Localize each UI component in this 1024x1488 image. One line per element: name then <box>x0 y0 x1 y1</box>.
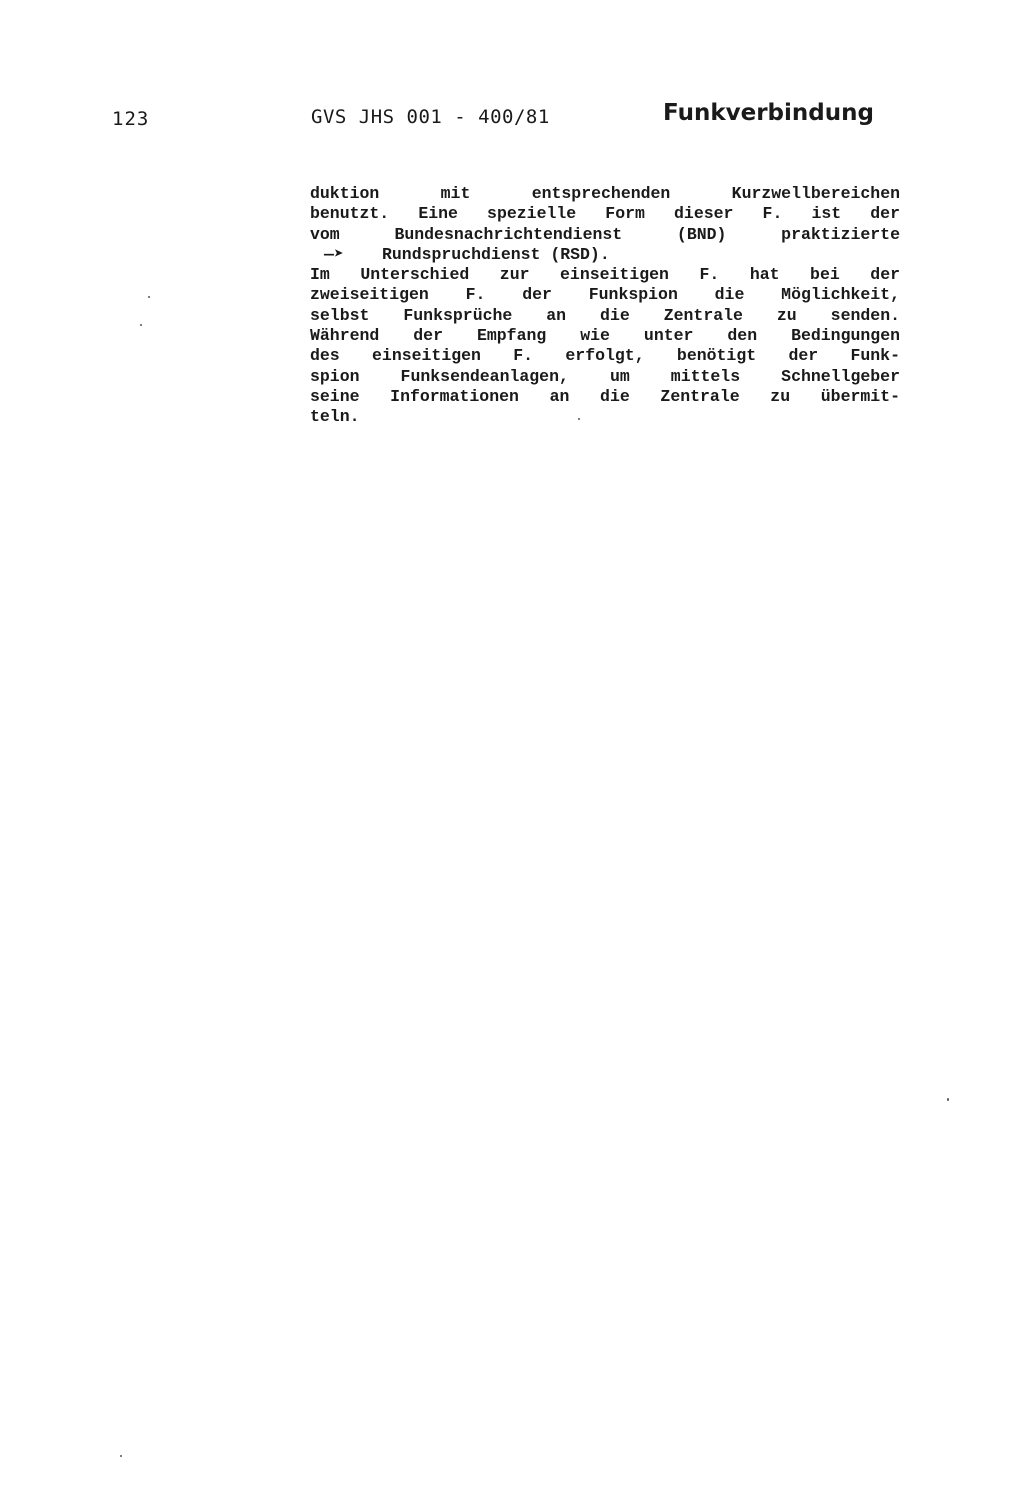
text-line: spion Funksendeanlagen, um mittels Schnellgeber <box>310 366 900 386</box>
text-line: teln. <box>310 407 360 427</box>
cross-reference-arrow-icon: —➤ <box>324 244 344 264</box>
scan-speck <box>148 296 150 298</box>
scan-speck <box>578 418 580 420</box>
text-line: Während der Empfang wie unter den Bedingungen <box>310 326 900 346</box>
text-line: benutzt. Eine spezielle Form dieser F. ist der <box>310 204 900 224</box>
text-line: duktion mit entsprechenden Kurzwellbereichen <box>310 184 900 203</box>
text-line: zweiseitigen F. der Funkspion die Möglichkeit, <box>310 285 900 305</box>
entry-keyword: Funkverbindung <box>663 100 874 126</box>
text-line: selbst Funksprüche an die Zentrale zu senden. <box>310 305 900 325</box>
text-line: seine Informationen an die Zentrale zu übermit- <box>310 386 900 406</box>
scan-speck <box>140 324 142 326</box>
entry-body-text <box>310 184 900 428</box>
text-line: Im Unterschied zur einseitigen F. hat bei der <box>310 265 900 285</box>
document-id: GVS JHS 001 - 400/81 <box>311 106 550 128</box>
scan-speck <box>947 1098 949 1101</box>
text-line: vom Bundesnachrichtendienst (BND) praktizierte <box>310 224 900 244</box>
page-number: 123 <box>112 108 150 130</box>
cross-reference-text: Rundspruchdienst (RSD). <box>382 244 610 264</box>
scan-speck <box>120 1455 122 1457</box>
text-line-cross-reference <box>310 245 900 265</box>
text-line: des einseitigen F. erfolgt, benötigt der Funk- <box>310 346 900 366</box>
